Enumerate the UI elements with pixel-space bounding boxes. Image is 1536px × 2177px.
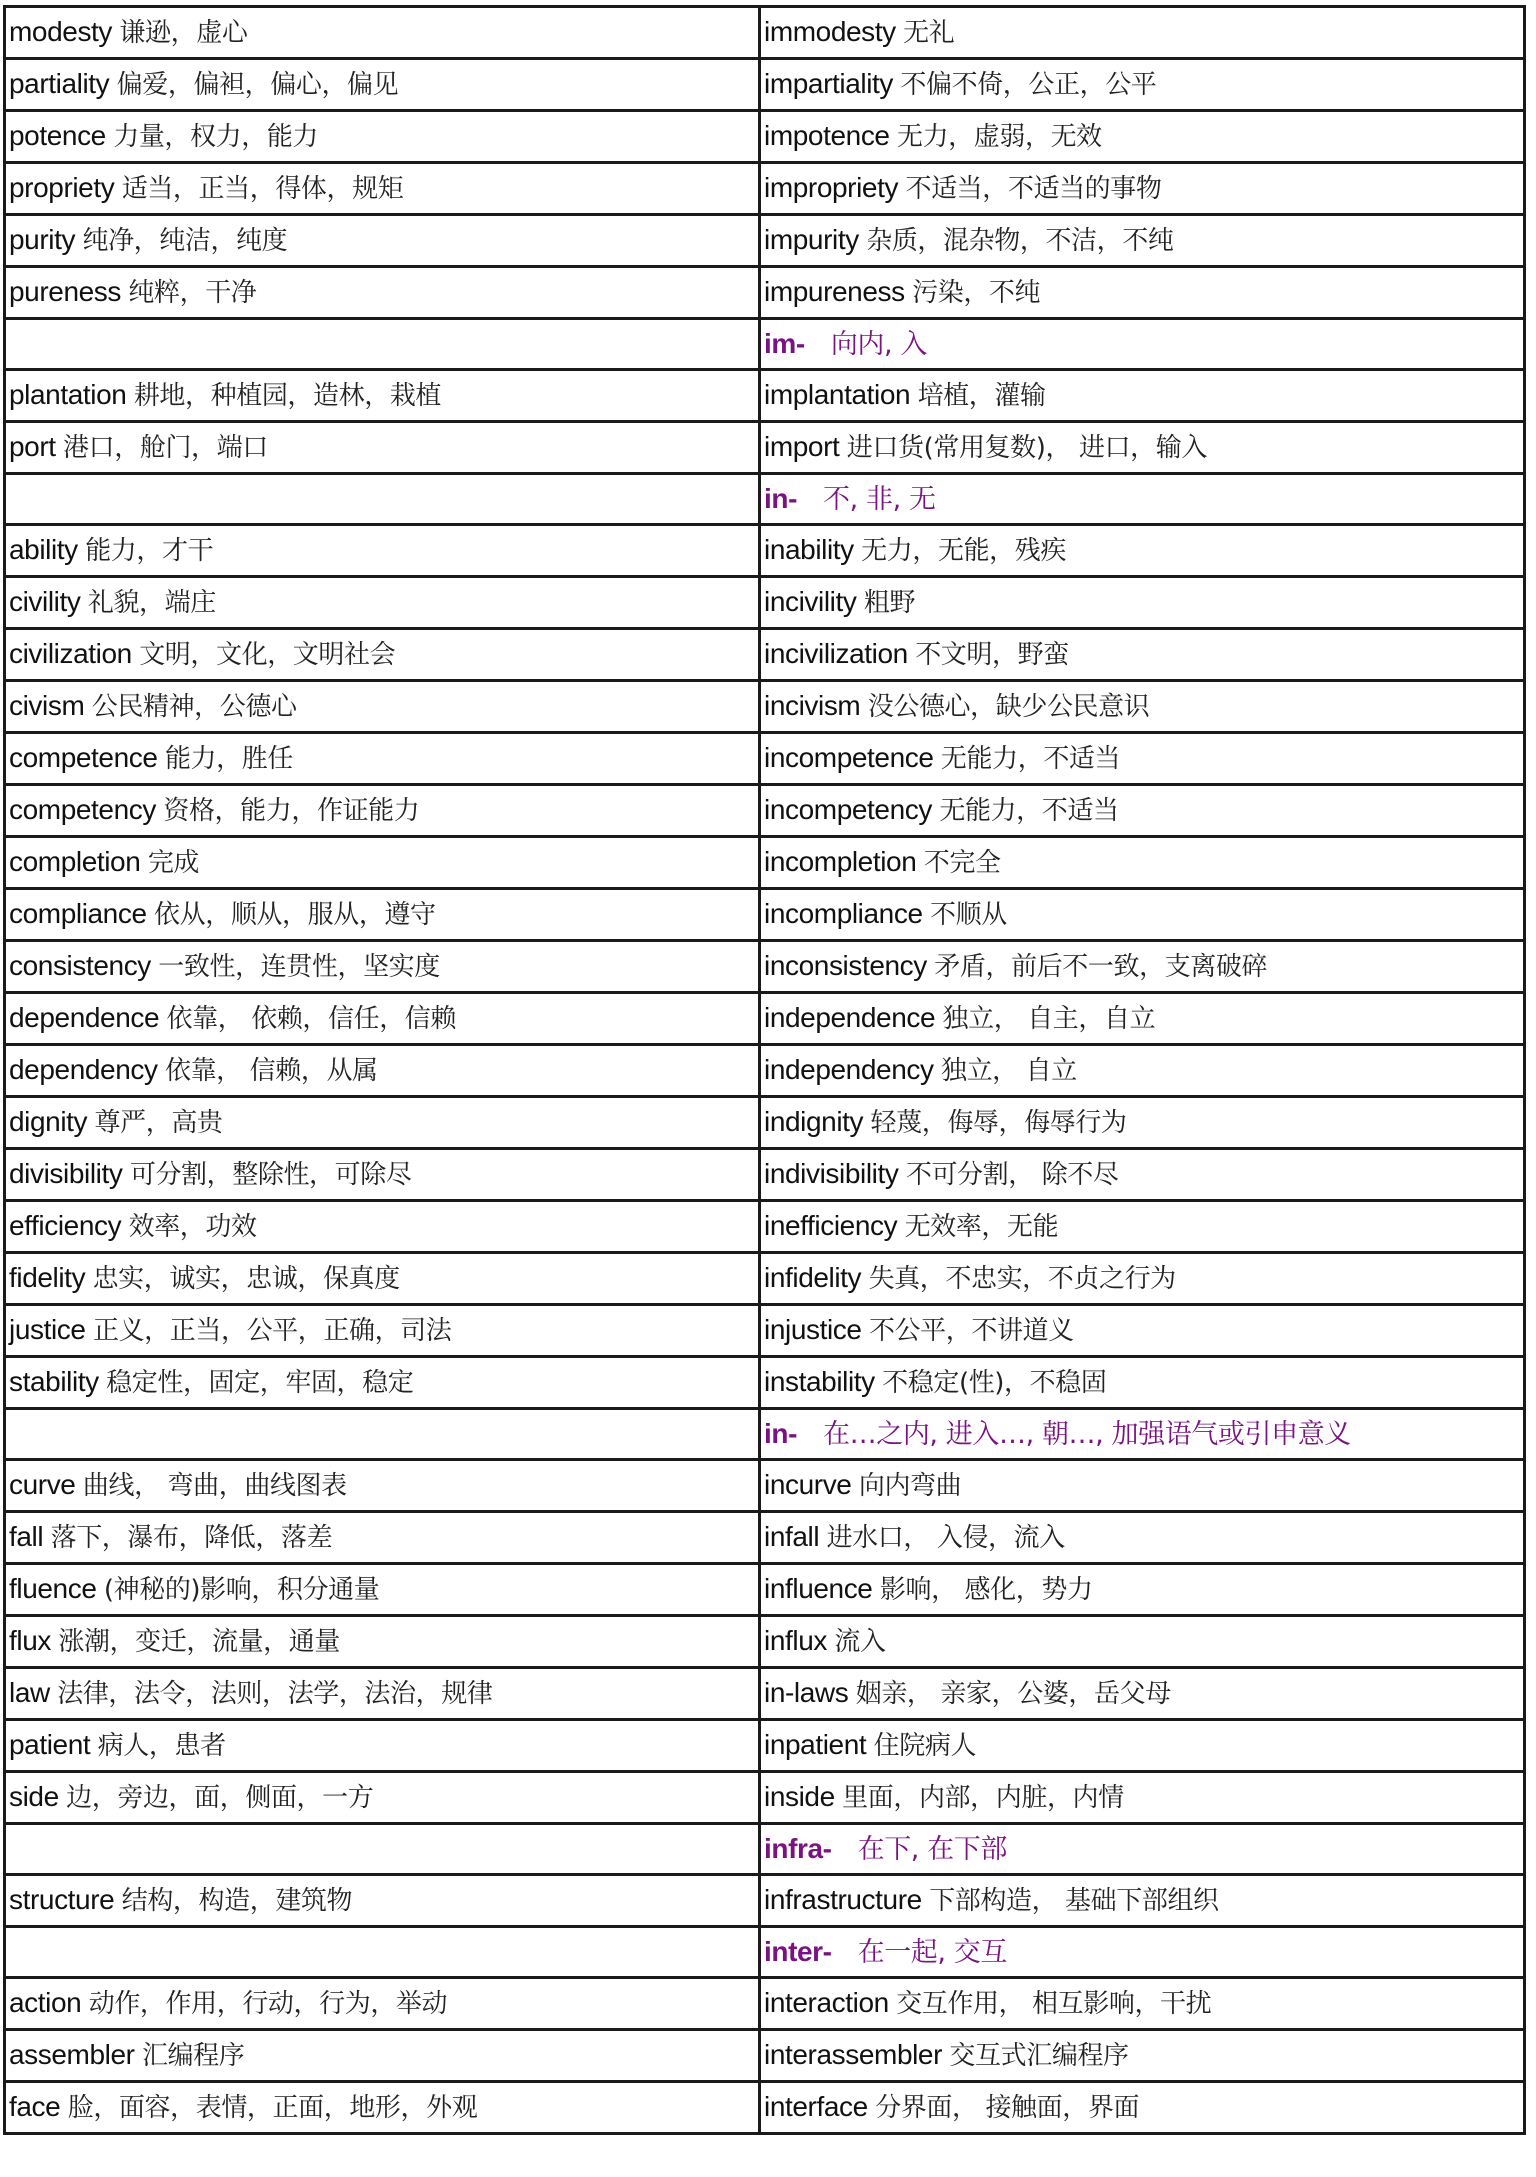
chinese-definition: 污染，不纯 (912, 278, 1041, 308)
prefix-heading-cell (760, 474, 1525, 525)
base-word-cell (5, 1460, 760, 1512)
chinese-definition: 汇编程序 (141, 2041, 245, 2071)
table-row (5, 1668, 1525, 1720)
prefixed-word-cell (760, 2082, 1525, 2134)
base-word-cell (5, 525, 760, 577)
word: pureness (9, 276, 121, 307)
table-row (5, 837, 1525, 889)
base-word-cell (5, 2082, 760, 2134)
word: incompletion (764, 846, 917, 877)
table-row (5, 1460, 1525, 1512)
chinese-definition: 纯粹，干净 (128, 278, 257, 308)
prefixed-word-cell (760, 1668, 1525, 1720)
chinese-definition: 失真，不忠实，不贞之行为 (868, 1264, 1176, 1294)
word: civility (9, 586, 81, 617)
prefix-heading-cell (760, 1824, 1525, 1875)
table-row (5, 941, 1525, 993)
base-word-cell (5, 629, 760, 681)
word: impurity (764, 224, 859, 255)
table-row (5, 1045, 1525, 1097)
word: influence (764, 1573, 873, 1604)
chinese-definition: 姻亲， 亲家，公婆，岳父母 (855, 1679, 1171, 1709)
chinese-definition: 无能力，不适当 (940, 744, 1121, 774)
chinese-definition: 一致性，连贯性，坚实度 (158, 952, 440, 982)
prefix-heading-cell (760, 319, 1525, 370)
chinese-definition: 脸，面容，表情，正面，地形，外观 (67, 2093, 478, 2123)
chinese-definition: 不完全 (923, 848, 1001, 878)
word: fall (9, 1521, 44, 1552)
prefixed-word-cell (760, 1564, 1525, 1616)
prefix-label: infra- (764, 1833, 832, 1864)
table-row (5, 577, 1525, 629)
base-word-cell (5, 59, 760, 111)
base-word-cell (5, 1978, 760, 2030)
table-row (5, 525, 1525, 577)
prefixed-word-cell (760, 7, 1525, 59)
prefixed-word-cell (760, 837, 1525, 889)
chinese-definition: 落下，瀑布，降低，落差 (50, 1523, 333, 1553)
table-row (5, 1253, 1525, 1305)
chinese-definition: 不顺从 (930, 900, 1007, 930)
word: interaction (764, 1987, 889, 2018)
chinese-definition: 向内弯曲 (858, 1471, 962, 1501)
chinese-definition: 进口货(常用复数)， 进口，输入 (846, 433, 1207, 463)
word: structure (9, 1884, 115, 1915)
base-word-cell (5, 1512, 760, 1564)
table-row (5, 1512, 1525, 1564)
chinese-definition: 法律，法令，法则，法学，法治，规律 (57, 1679, 493, 1709)
chinese-definition: 不文明，野蛮 (915, 640, 1069, 670)
chinese-definition: 杂质，混杂物，不洁，不纯 (866, 226, 1174, 256)
word: curve (9, 1469, 76, 1500)
prefix-header-row (5, 1927, 1525, 1978)
chinese-definition: 无效率，无能 (904, 1212, 1059, 1242)
word: plantation (9, 379, 127, 410)
word: efficiency (9, 1210, 122, 1241)
base-word-cell (5, 1201, 760, 1253)
word: impartiality (764, 68, 894, 99)
chinese-definition: 纯净，纯洁，纯度 (82, 226, 288, 256)
prefix-header-row (5, 319, 1525, 370)
word: inefficiency (764, 1210, 898, 1241)
word: ability (9, 534, 78, 565)
prefixed-word-cell (760, 2030, 1525, 2082)
prefix-meaning: 在…之内, 进入…, 朝…, 加强语气或引申意义 (823, 1419, 1351, 1450)
word: indignity (764, 1106, 864, 1137)
word: implantation (764, 379, 911, 410)
table-row (5, 7, 1525, 59)
chinese-definition: 无力，无能，残疾 (861, 536, 1066, 566)
table-row (5, 111, 1525, 163)
chinese-definition: 涨潮，变迁，流量，通量 (58, 1627, 340, 1657)
table-row (5, 889, 1525, 941)
base-word-cell (5, 1149, 760, 1201)
word: incivism (764, 690, 861, 721)
chinese-definition: 港口，舱门，端口 (63, 433, 268, 463)
chinese-definition: 不稳定(性)，不稳固 (882, 1368, 1107, 1398)
table-row (5, 1097, 1525, 1149)
chinese-definition: 力量，权力，能力 (113, 122, 319, 152)
word: inability (764, 534, 854, 565)
word: potence (9, 120, 106, 151)
chinese-definition: 依从，顺从，服从，遵守 (154, 900, 436, 930)
word: incurve (764, 1469, 852, 1500)
chinese-definition: (神秘的)影响，积分通量 (103, 1575, 380, 1605)
prefixed-word-cell (760, 1253, 1525, 1305)
prefixed-word-cell (760, 1978, 1525, 2030)
word: impropriety (764, 172, 899, 203)
chinese-definition: 适当，正当，得体，规矩 (121, 174, 404, 204)
base-word-cell (5, 1720, 760, 1772)
word: stability (9, 1366, 99, 1397)
prefixed-word-cell (760, 422, 1525, 474)
empty-cell (5, 319, 760, 370)
base-word-cell (5, 7, 760, 59)
base-word-cell (5, 1772, 760, 1824)
prefixed-word-cell (760, 1512, 1525, 1564)
word: injustice (764, 1314, 862, 1345)
table-row (5, 1357, 1525, 1409)
chinese-definition: 谦逊，虚心 (119, 18, 248, 48)
chinese-definition: 交互式汇编程序 (949, 2041, 1129, 2071)
base-word-cell (5, 1616, 760, 1668)
base-word-cell (5, 1097, 760, 1149)
word: completion (9, 846, 141, 877)
chinese-definition: 能力，胜任 (164, 744, 293, 774)
word: incompliance (764, 898, 923, 929)
word: civism (9, 690, 85, 721)
chinese-definition: 交互作用， 相互影响，干扰 (896, 1989, 1212, 2019)
chinese-definition: 无礼 (903, 18, 955, 48)
prefix-heading-cell (760, 1927, 1525, 1978)
chinese-definition: 能力，才干 (85, 536, 214, 566)
chinese-definition: 资格，能力，作证能力 (163, 796, 420, 826)
chinese-definition: 结构，构造，建筑物 (121, 1886, 353, 1916)
word: import (764, 431, 840, 462)
word: side (9, 1781, 59, 1812)
table-row (5, 733, 1525, 785)
prefixed-word-cell (760, 267, 1525, 319)
prefix-label: im- (764, 328, 805, 359)
chinese-definition: 无能力，不适当 (939, 796, 1119, 826)
chinese-definition: 影响， 感化，势力 (879, 1575, 1093, 1605)
empty-cell (5, 1824, 760, 1875)
prefixed-word-cell (760, 163, 1525, 215)
base-word-cell (5, 215, 760, 267)
chinese-definition: 可分割，整除性，可除尽 (129, 1160, 412, 1190)
prefixed-word-cell (760, 1460, 1525, 1512)
word: modesty (9, 16, 113, 47)
word: instability (764, 1366, 875, 1397)
word: dignity (9, 1106, 88, 1137)
prefix-heading-cell (760, 1409, 1525, 1460)
base-word-cell (5, 422, 760, 474)
chinese-definition: 不公平，不讲道义 (868, 1316, 1074, 1346)
chinese-definition: 培植，灌输 (917, 381, 1046, 411)
word: incivilization (764, 638, 908, 669)
chinese-definition: 依靠， 依赖，信任，信赖 (166, 1004, 457, 1034)
prefixed-word-cell (760, 1616, 1525, 1668)
word: competence (9, 742, 158, 773)
chinese-definition: 不偏不倚，公正，公平 (900, 70, 1157, 100)
prefixed-word-cell (760, 1305, 1525, 1357)
chinese-definition: 尊严，高贵 (94, 1108, 223, 1138)
base-word-cell (5, 163, 760, 215)
word: consistency (9, 950, 151, 981)
prefixed-word-cell (760, 577, 1525, 629)
word: patient (9, 1729, 91, 1760)
word: independency (764, 1054, 934, 1085)
chinese-definition: 独立， 自立 (940, 1056, 1077, 1086)
word: justice (9, 1314, 86, 1345)
word: propriety (9, 172, 115, 203)
prefixed-word-cell (760, 993, 1525, 1045)
word: inside (764, 1781, 835, 1812)
base-word-cell (5, 2030, 760, 2082)
prefix-meaning: 向内, 入 (830, 329, 927, 360)
word: divisibility (9, 1158, 123, 1189)
empty-cell (5, 1409, 760, 1460)
chinese-definition: 正义，正当，公平，正确，司法 (92, 1316, 452, 1346)
chinese-definition: 里面，内部，内脏，内情 (842, 1783, 1124, 1813)
word: indivisibility (764, 1158, 899, 1189)
prefix-label: in- (764, 1418, 798, 1449)
word: face (9, 2091, 61, 2122)
prefixed-word-cell (760, 1045, 1525, 1097)
base-word-cell (5, 681, 760, 733)
chinese-definition: 依靠， 信赖，从属 (164, 1056, 378, 1086)
base-word-cell (5, 1045, 760, 1097)
chinese-definition: 偏爱，偏袒，偏心，偏见 (116, 70, 399, 100)
base-word-cell (5, 1253, 760, 1305)
prefix-header-row (5, 474, 1525, 525)
table-row (5, 422, 1525, 474)
word: infall (764, 1521, 820, 1552)
table-row (5, 1305, 1525, 1357)
chinese-definition: 公民精神，公德心 (91, 692, 297, 722)
word: compliance (9, 898, 147, 929)
empty-cell (5, 1927, 760, 1978)
base-word-cell (5, 941, 760, 993)
table-row (5, 2082, 1525, 2134)
chinese-definition: 完成 (147, 848, 200, 878)
chinese-definition: 下部构造， 基础下部组织 (929, 1886, 1219, 1916)
chinese-definition: 住院病人 (873, 1731, 977, 1761)
word: interassembler (764, 2039, 943, 2070)
base-word-cell (5, 111, 760, 163)
word: partiality (9, 68, 110, 99)
chinese-definition: 分界面， 接触面，界面 (875, 2093, 1140, 2123)
table-row (5, 215, 1525, 267)
prefix-header-row (5, 1824, 1525, 1875)
prefixed-word-cell (760, 785, 1525, 837)
chinese-definition: 动作，作用，行动，行为，举动 (88, 1989, 448, 2019)
base-word-cell (5, 1875, 760, 1927)
word: competency (9, 794, 156, 825)
base-word-cell (5, 889, 760, 941)
chinese-definition: 曲线， 弯曲，曲线图表 (82, 1471, 347, 1501)
prefixed-word-cell (760, 941, 1525, 993)
table-row (5, 681, 1525, 733)
chinese-definition: 不适当，不适当的事物 (905, 174, 1162, 204)
chinese-definition: 病人，患者 (97, 1731, 226, 1761)
prefixed-word-cell (760, 629, 1525, 681)
word: dependency (9, 1054, 158, 1085)
chinese-definition: 不可分割， 除不尽 (905, 1160, 1119, 1190)
word: incompetency (764, 794, 932, 825)
word: civilization (9, 638, 132, 669)
word: action (9, 1987, 82, 2018)
prefixed-word-cell (760, 1357, 1525, 1409)
chinese-definition: 轻蔑，侮辱，侮辱行为 (870, 1108, 1127, 1138)
word: fluence (9, 1573, 97, 1604)
base-word-cell (5, 785, 760, 837)
chinese-definition: 独立， 自主，自立 (942, 1004, 1156, 1034)
word: incompetence (764, 742, 934, 773)
prefixed-word-cell (760, 1875, 1525, 1927)
chinese-definition: 流入 (834, 1627, 886, 1657)
word: interface (764, 2091, 868, 2122)
word: immodesty (764, 16, 896, 47)
chinese-definition: 效率，功效 (128, 1212, 257, 1242)
prefixed-word-cell (760, 1720, 1525, 1772)
word: law (9, 1677, 50, 1708)
empty-cell (5, 474, 760, 525)
prefixed-word-cell (760, 1201, 1525, 1253)
prefix-header-row (5, 1409, 1525, 1460)
base-word-cell (5, 733, 760, 785)
word: impureness (764, 276, 905, 307)
word: incivility (764, 586, 857, 617)
prefixed-word-cell (760, 1149, 1525, 1201)
chinese-definition: 文明，文化，文明社会 (139, 640, 396, 670)
table-row (5, 267, 1525, 319)
base-word-cell (5, 1305, 760, 1357)
word: dependence (9, 1002, 160, 1033)
table-row (5, 163, 1525, 215)
prefix-label: in- (764, 483, 798, 514)
base-word-cell (5, 837, 760, 889)
word: port (9, 431, 56, 462)
table-row (5, 1201, 1525, 1253)
chinese-definition: 耕地，种植园，造林，栽植 (133, 381, 442, 411)
prefixed-word-cell (760, 733, 1525, 785)
word: influx (764, 1625, 827, 1656)
table-row (5, 1772, 1525, 1824)
table-row (5, 993, 1525, 1045)
table-row (5, 1616, 1525, 1668)
chinese-definition: 边，旁边，面，侧面，一方 (66, 1783, 374, 1813)
table-row (5, 1564, 1525, 1616)
word: impotence (764, 120, 890, 151)
prefixed-word-cell (760, 111, 1525, 163)
prefixed-word-cell (760, 681, 1525, 733)
prefixed-word-cell (760, 59, 1525, 111)
table-row (5, 629, 1525, 681)
word: independence (764, 1002, 936, 1033)
word: infrastructure (764, 1884, 922, 1915)
prefixed-word-cell (760, 1097, 1525, 1149)
chinese-definition: 礼貌，端庄 (87, 588, 216, 618)
base-word-cell (5, 1357, 760, 1409)
word: in-laws (764, 1677, 849, 1708)
chinese-definition: 稳定性，固定，牢固，稳定 (106, 1368, 414, 1398)
word: fidelity (9, 1262, 86, 1293)
word: flux (9, 1625, 51, 1656)
word: assembler (9, 2039, 135, 2070)
word: purity (9, 224, 76, 255)
table-row (5, 785, 1525, 837)
base-word-cell (5, 993, 760, 1045)
vocabulary-table-body (5, 7, 1525, 2134)
word: inconsistency (764, 950, 927, 981)
chinese-definition: 矛盾，前后不一致，支离破碎 (934, 952, 1268, 982)
prefixed-word-cell (760, 215, 1525, 267)
base-word-cell (5, 267, 760, 319)
prefix-meaning: 不, 非, 无 (823, 484, 936, 515)
base-word-cell (5, 1668, 760, 1720)
prefix-meaning: 在一起, 交互 (857, 1937, 1007, 1968)
table-row (5, 1149, 1525, 1201)
prefix-label: inter- (764, 1936, 832, 1967)
base-word-cell (5, 1564, 760, 1616)
prefix-meaning: 在下, 在下部 (857, 1834, 1007, 1865)
chinese-definition: 无力，虚弱，无效 (896, 122, 1102, 152)
chinese-definition: 没公德心，缺少公民意识 (867, 692, 1150, 722)
chinese-definition: 忠实，诚实，忠诚，保真度 (92, 1264, 400, 1294)
prefixed-word-cell (760, 370, 1525, 422)
table-row (5, 59, 1525, 111)
prefixed-word-cell (760, 889, 1525, 941)
base-word-cell (5, 577, 760, 629)
word: infidelity (764, 1262, 862, 1293)
prefixed-word-cell (760, 525, 1525, 577)
table-row (5, 2030, 1525, 2082)
vocabulary-table (3, 5, 1526, 2135)
table-row (5, 370, 1525, 422)
table-row (5, 1720, 1525, 1772)
prefixed-word-cell (760, 1772, 1525, 1824)
chinese-definition: 进水口， 入侵，流入 (826, 1523, 1065, 1553)
base-word-cell (5, 370, 760, 422)
table-row (5, 1875, 1525, 1927)
word: inpatient (764, 1729, 867, 1760)
chinese-definition: 粗野 (863, 588, 916, 618)
table-row (5, 1978, 1525, 2030)
